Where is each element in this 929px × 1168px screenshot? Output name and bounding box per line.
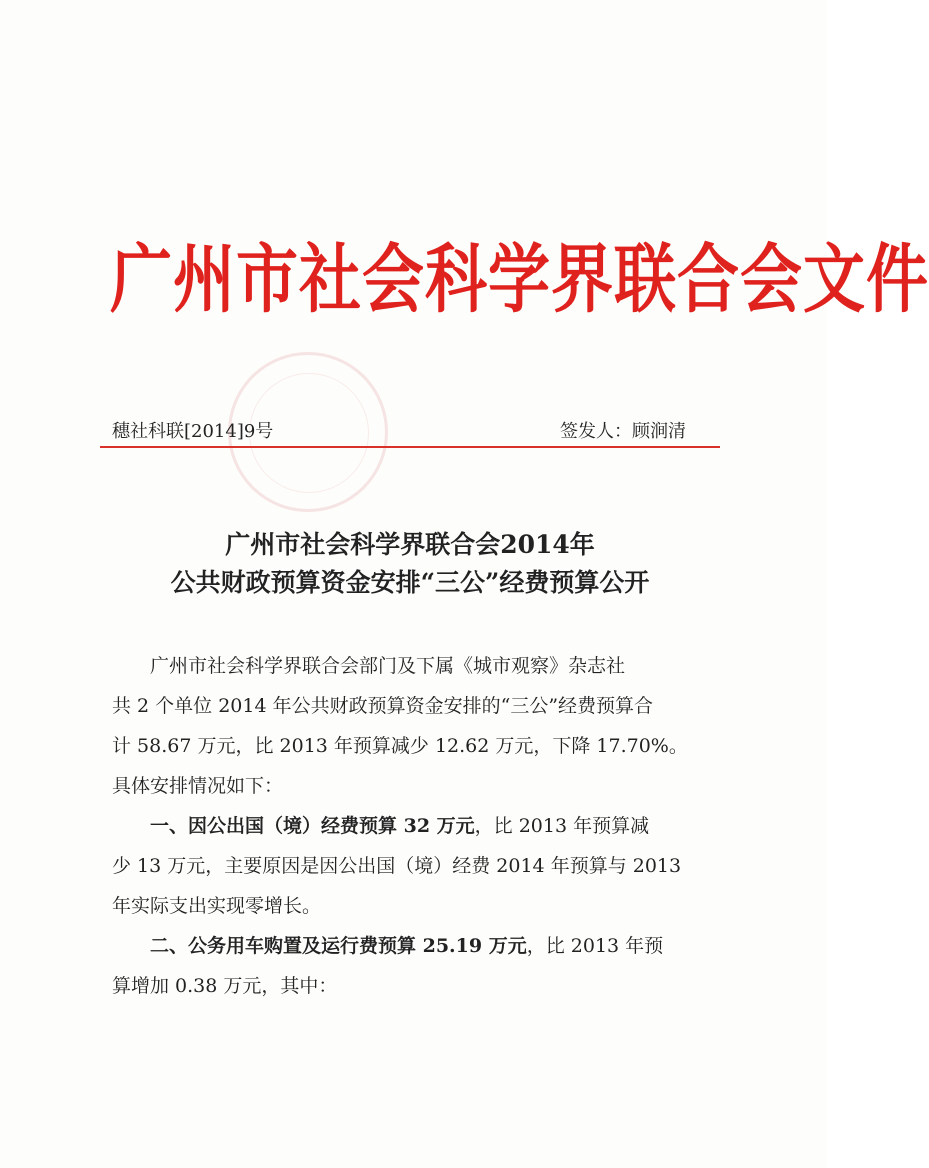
red-divider-line xyxy=(100,446,720,448)
document-number: 穗社科联[2014]9号 xyxy=(112,421,274,442)
document-heading-line-2: 公共财政预算资金安排“三公”经费预算公开 xyxy=(170,568,650,597)
item-1-line-2: 少 13 万元，主要原因是因公出国（境）经费 2014 年预算与 2013 xyxy=(112,855,682,877)
intro-paragraph xyxy=(112,646,727,806)
document-heading-line-1: 广州市社会科学界联合会2014年 xyxy=(225,530,595,559)
item-1-paragraph xyxy=(112,806,727,926)
item-1-lead: 一、因公出国（境）经费预算 32 万元 xyxy=(150,815,475,837)
item-2-line-2: 算增加 0.38 万元，其中： xyxy=(112,975,338,997)
intro-line-1: 广州市社会科学界联合会部门及下属《城市观察》杂志社 xyxy=(150,655,626,677)
signer: 签发人：顾涧清 xyxy=(560,421,686,442)
item-2-lead: 二、公务用车购置及运行费预算 25.19 万元 xyxy=(150,935,527,957)
item-2-line-1 xyxy=(112,926,727,966)
item-1-rest: ，比 2013 年预算减 xyxy=(474,815,650,837)
item-1-line-3: 年实际支出实现零增长。 xyxy=(112,895,322,917)
intro-line-2: 共 2 个单位 2014 年公共财政预算资金安排的“三公”经费预算合 xyxy=(112,695,654,717)
item-1-line-1 xyxy=(112,806,727,846)
item-2-rest: ，比 2013 年预 xyxy=(526,935,664,957)
letterhead-title: 广州市社会科学界联合会文件 xyxy=(110,235,929,324)
item-2-paragraph xyxy=(112,926,727,1006)
intro-line-3: 计 58.67 万元，比 2013 年预算减少 12.62 万元，下降 17.70%。 xyxy=(112,735,688,757)
intro-line-4: 具体安排情况如下： xyxy=(112,775,284,797)
